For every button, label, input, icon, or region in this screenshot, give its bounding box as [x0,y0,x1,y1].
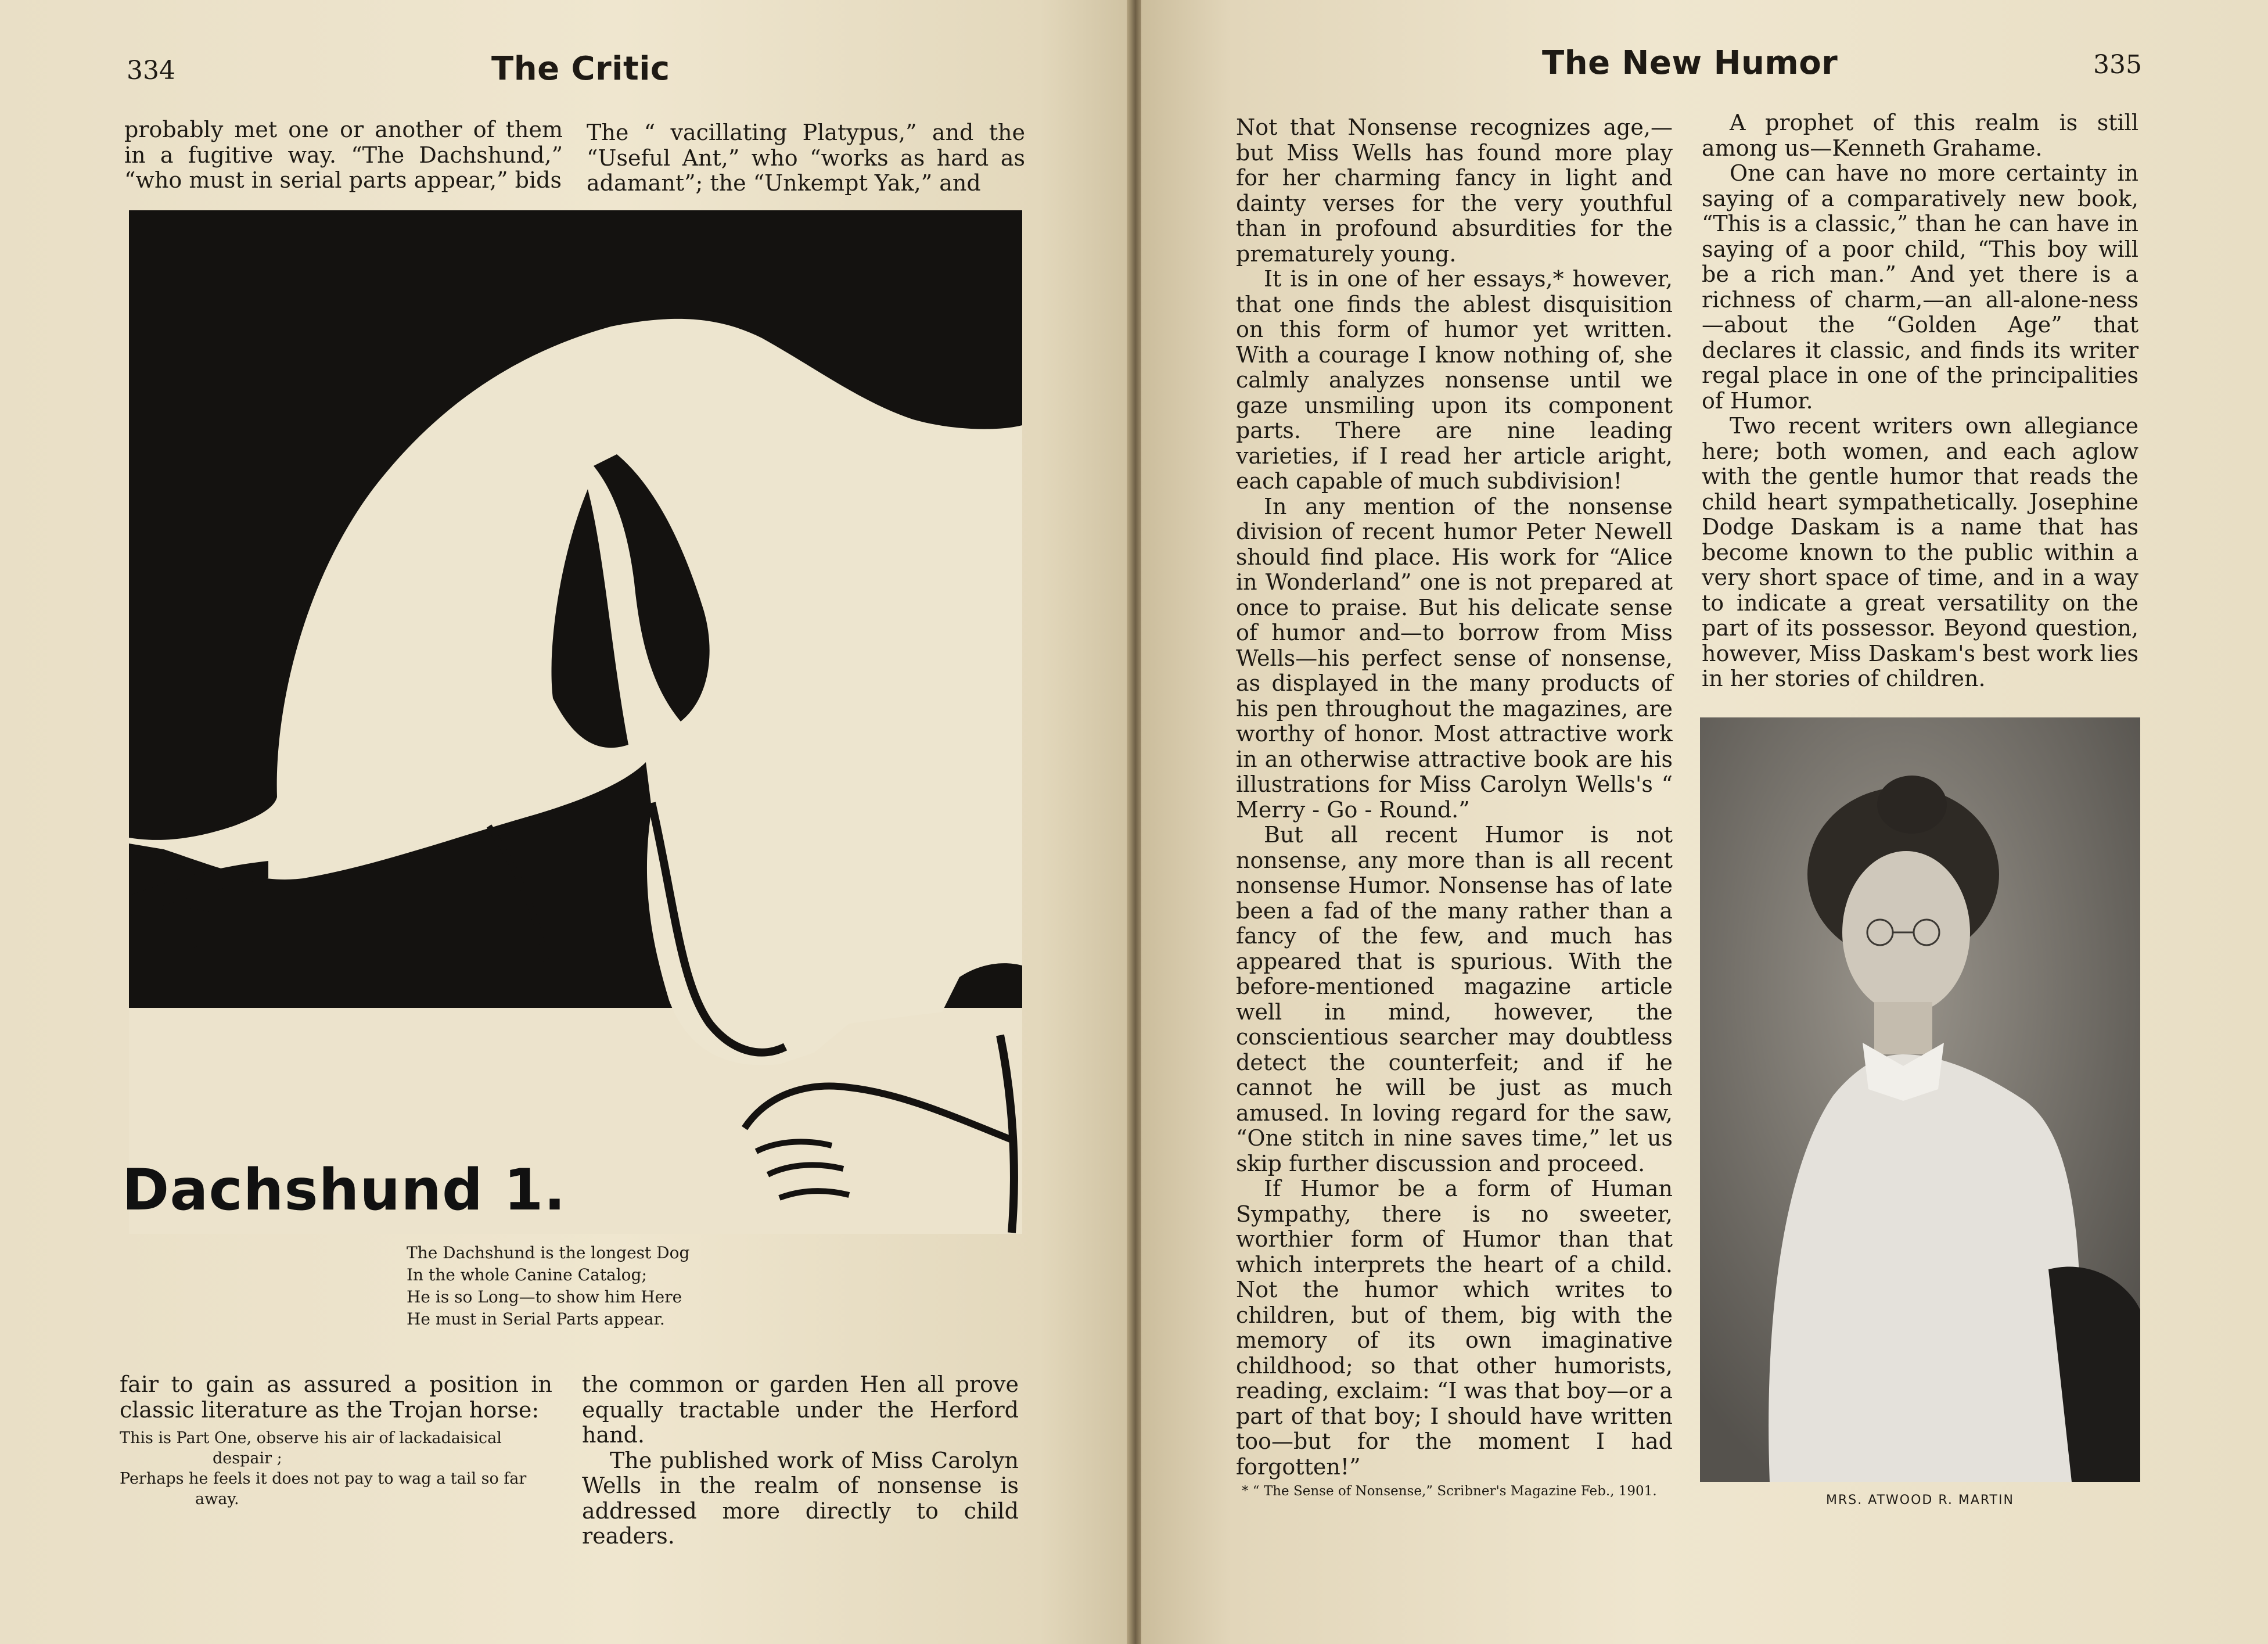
paragraph: Two recent writers own allegiance here; both women, and each aglow with the gentle humor that reads the child heart sympathetically. Josephine Dodge Daskam is a name that has become known to the public within a very short space of time, and in a way to indicate a great versatility on the part of its possessor. Beyond question, however, Miss Daskam's best work lies in her stories of children. [1702,413,2138,691]
running-head-left: The Critic [491,50,670,88]
page-number-left: 334 [127,56,175,85]
paragraph: But all recent Humor is not nonsense, any more than is all recent nonsense Humor. Nonsense has of late been a fad of the many rather than a fancy of the few, and much has appeared that is spurious. With the before-mentioned magazine article well in mind, however, the conscientious searcher may doubtless detect the counterfeit; and if he cannot he will be just as much amused. In loving regard for the saw, “One stitch in nine saves time,” let us skip further discussion and proceed. [1236,822,1673,1176]
left-col1-top-text: probably met one or another of them in a fugitive way. “The Dachshund,” “who must in serial parts appear,” bids [124,117,563,193]
left-col1-bottom-text: fair to gain as assured a position in classic literature as the Trojan horse: [120,1372,552,1423]
left-col2-bottom-text [582,1372,1019,1549]
illustration-title: Dachshund 1. [122,1157,566,1223]
right-col2-text [1702,110,2138,692]
verse-line: The Dachshund is the longest Dog [407,1243,690,1262]
photo-caption: MRS. ATWOOD R. MARTIN [1826,1493,2014,1507]
note-line: despair ; [213,1449,282,1467]
paragraph: In any mention of the nonsense division of recent humor Peter Newell should find place. His work for “Alice in Wonderland” one is not prepared at once to praise. But his delicate sense of humor and—to borrow from Miss Wells—his perfect sense of nonsense, as displayed in the many products of his pen throughout the magazines, are worthy of honor. Most attractive work in an otherwise attractive book are his illustrations for Miss Carolyn Wells's “ Merry - Go - Round.” [1236,493,1673,823]
right-col1-text [1236,115,1673,1480]
paragraph: Not that Nonsense recognizes age,—but Miss Wells has found more play for her charming fancy in light and dainty verses for the very youthful than in profound absurdities for the prematurely young. [1236,114,1673,267]
dachshund-illustration [129,210,1022,1234]
left-page [0,0,1130,1644]
page-number-right: 335 [2093,50,2142,80]
verse-line: In the whole Canine Catalog; [407,1265,647,1284]
left-col1-verse-note [120,1428,561,1509]
paragraph: A prophet of this realm is still among us—Kenneth Grahame. [1702,110,2138,161]
running-head-right: The New Humor [1542,44,1838,82]
illustration-verse [407,1242,755,1330]
portrait-photo [1700,717,2140,1482]
note-line: This is Part One, observe his air of lackadaisical [120,1429,502,1447]
note-line: Perhaps he feels it does not pay to wag a tail so far [120,1470,527,1488]
portrait-image [1700,717,2140,1482]
paragraph: the common or garden Hen all prove equally tractable under the Herford hand. [582,1372,1019,1448]
paragraph: If Humor be a form of Human Sympathy, there is no sweeter, worthier form of Humor than that which interprets the heart of a child. Not the humor which writes to children, but of them, big with the memory of its own imaginative childhood; so that other humorists, reading, exclaim: “I was that boy—or a part of that boy; I should have written too—but for the moment I had forgotten!” [1236,1176,1673,1480]
verse-line: He must in Serial Parts appear. [407,1309,665,1329]
paragraph: The published work of Miss Carolyn Wells in the realm of nonsense is addressed more directly to child readers. [582,1447,1019,1549]
left-col2-top-text: The “ vacillating Platypus,” and the “Useful Ant,” who “works as hard as adamant”; the “Unkempt Yak,” and [587,120,1025,196]
footnote: * “ The Sense of Nonsense,” Scribner's Magazine Feb., 1901. [1242,1484,1657,1499]
verse-line: He is so Long—to show him Here [407,1287,682,1306]
paragraph: One can have no more certainty in saying of a comparatively new book, “This is a classic,” than he can have in saying of a poor child, “This boy will be a rich man.” And yet there is a richness of charm,—an all-alone-ness—about the “Golden Age” that declares it classic, and finds its writer regal place in one of the principalities of Humor. [1702,160,2138,414]
note-line: away. [195,1490,239,1508]
paragraph: It is in one of her essays,* however, that one finds the ablest disquisition on this form of humor yet written. With a courage I know nothing of, she calmly analyzes nonsense until we gaze unsmiling upon its component parts. There are nine leading varieties, if I read her article aright, each capable of much subdivision! [1236,266,1673,494]
